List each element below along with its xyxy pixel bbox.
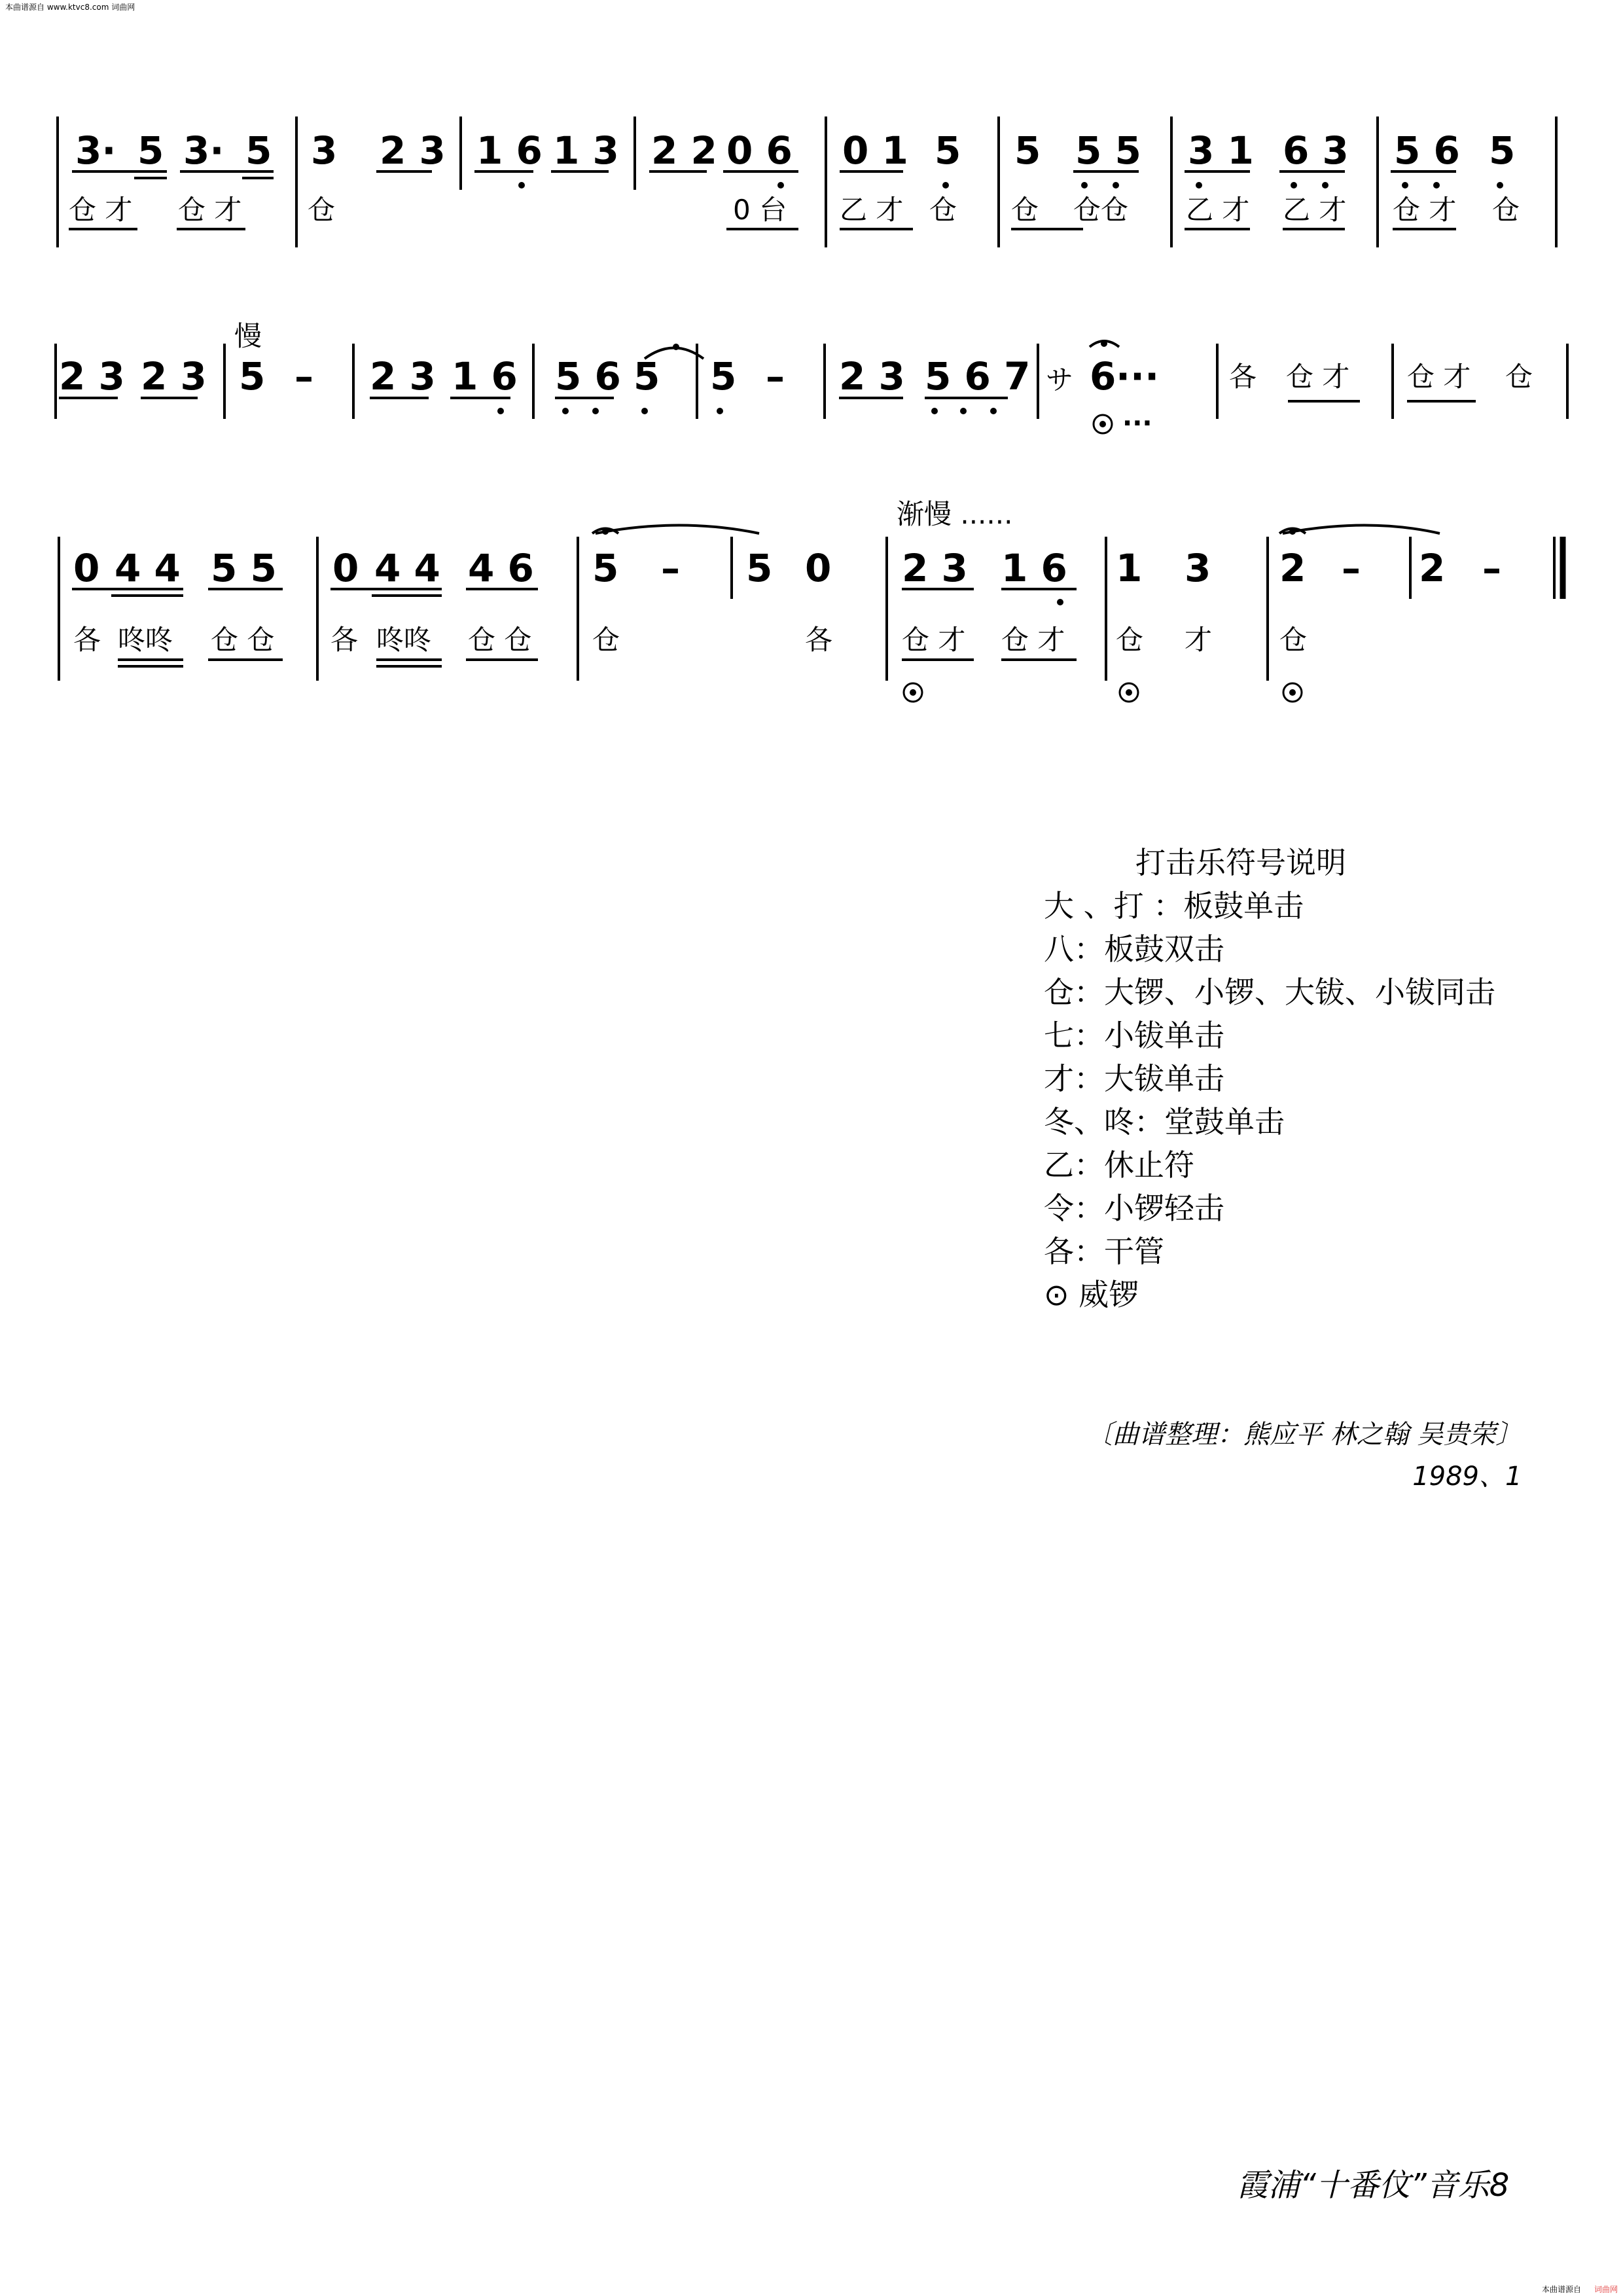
note: 5 5: [1075, 128, 1141, 173]
perc-text: 仓: [1279, 624, 1308, 656]
note: 1 6: [476, 128, 543, 173]
note: 2 3: [380, 128, 446, 173]
note: 4 4: [374, 546, 440, 590]
perc-text: 各: [73, 624, 101, 656]
source-header: 本曲谱源自 www.ktvc8.com 词曲网: [5, 3, 135, 12]
perc-text: 仓 才: [1286, 361, 1350, 393]
perc-text: 仓: [1011, 194, 1039, 226]
brand-site: 本曲谱源自: [1541, 2285, 1581, 2294]
perc-text: 乙 才: [1283, 194, 1347, 226]
perc-text: 仓 仓: [211, 624, 275, 656]
perc-text: 0 台: [733, 194, 787, 226]
note: 2 3: [141, 354, 207, 399]
row3-perc: [73, 624, 1307, 656]
weiluo-icon: [1094, 415, 1112, 433]
perc-text: 乙 才: [840, 194, 904, 226]
row3-notes: [73, 546, 1501, 590]
svg-text:···: ···: [1122, 408, 1152, 439]
row2-perc: [1229, 361, 1533, 393]
legend-item: 冬、咚：堂鼓单击: [1044, 1104, 1285, 1139]
perc-text: 各: [1229, 361, 1257, 393]
perc-text: 仓: [1492, 194, 1520, 226]
note: 5 6 7: [925, 354, 1031, 399]
legend-item: 七：小钹单击: [1044, 1018, 1224, 1053]
note: 0 6: [726, 128, 793, 173]
legend-item: ⊙ 威锣: [1044, 1277, 1139, 1312]
page-footer: 霞浦“十番伩”音乐8: [1237, 2167, 1510, 2204]
perc-text: 乙 才: [1186, 194, 1250, 226]
perc-text: 仓 才: [178, 194, 242, 226]
note: –: [1482, 546, 1501, 590]
arrangers: 〔曲谱整理：熊应平 林之翰 吴贵荣〕: [1086, 1420, 1522, 1450]
weiluo-icon: [904, 683, 1302, 702]
tempo-slow: 慢: [234, 320, 262, 352]
note: 0: [332, 546, 359, 590]
legend-item: 令：小锣轻击: [1044, 1191, 1224, 1226]
legend-item: 八：板鼓双击: [1044, 931, 1224, 967]
note: –: [661, 546, 680, 590]
note: 3: [311, 128, 338, 173]
note: 5: [935, 128, 961, 173]
note: 2: [1279, 546, 1306, 590]
tempo-gradual: 渐慢 ......: [897, 498, 1013, 530]
note: 5: [137, 128, 164, 173]
row1-notes: [75, 128, 1515, 173]
note: 5: [245, 128, 272, 173]
note: 5: [1014, 128, 1041, 173]
note: 1 6: [1001, 546, 1067, 590]
note: 5: [746, 546, 773, 590]
note: 5: [1489, 128, 1516, 173]
perc-text: 仓 才: [1407, 361, 1471, 393]
note: 5: [633, 354, 660, 399]
perc-text: 仓 才: [1001, 624, 1065, 656]
note: 2 3: [59, 354, 125, 399]
note: 3·: [183, 128, 224, 173]
note: 3: [1185, 546, 1211, 590]
note: 1 6: [452, 354, 518, 399]
note: 0 1: [842, 128, 908, 173]
perc-text: 才: [1185, 624, 1213, 656]
note: 0: [805, 546, 832, 590]
score: [0, 0, 1623, 720]
note: 2 3: [370, 354, 436, 399]
date: 1989、1: [1412, 1462, 1522, 1492]
brand-logo: 词曲网: [1594, 2285, 1618, 2294]
legend-item: 仓：大锣、小锣、大钹、小钹同击: [1044, 975, 1495, 1010]
credit-block: [1086, 1414, 1522, 1498]
note: –: [766, 354, 785, 399]
note: 2 3: [902, 546, 968, 590]
legend-item: 乙：休止符: [1044, 1147, 1194, 1183]
note: 1: [1116, 546, 1143, 590]
perc-text: 仓 仓: [468, 624, 532, 656]
note: 1 3: [553, 128, 619, 173]
note: 2 3: [839, 354, 905, 399]
perc-text: 仓: [592, 624, 620, 656]
perc-text: 仓: [308, 194, 336, 226]
note: –: [294, 354, 313, 399]
perc-text: 咚咚: [118, 624, 173, 656]
perc-text: 各: [330, 624, 359, 656]
perc-text: 仓 才: [1393, 194, 1457, 226]
note: 4 4: [115, 546, 181, 590]
note: 5 6: [555, 354, 621, 399]
perc-text: 仓: [929, 194, 957, 226]
note: 5: [239, 354, 266, 399]
perc-text: 仓: [1505, 361, 1533, 393]
legend-item: 才：大钹单击: [1044, 1061, 1224, 1096]
note: 0: [73, 546, 100, 590]
legend-item: 各：干管: [1044, 1234, 1164, 1269]
tempo-free: サ: [1046, 364, 1074, 396]
perc-text: 仓 才: [902, 624, 966, 656]
note: 6: [1090, 354, 1116, 399]
note: 5: [592, 546, 619, 590]
perc-text: 仓: [1116, 624, 1144, 656]
perc-text: 各: [805, 624, 833, 656]
note: ···: [1116, 354, 1160, 399]
note: 4 6: [468, 546, 534, 590]
note: 3 1: [1188, 128, 1254, 173]
note: 5 6: [1394, 128, 1460, 173]
legend-title: 打击乐符号说明: [1135, 845, 1346, 880]
note: 2 2: [651, 128, 717, 173]
legend-item: 大 、打 ：板鼓单击: [1044, 888, 1304, 924]
note: 6 3: [1283, 128, 1349, 173]
percussion-legend: [1044, 841, 1495, 1316]
note: 5 5: [211, 546, 277, 590]
perc-text: 仓仓: [1073, 194, 1129, 226]
row1-perc: [69, 194, 1520, 226]
note: 2: [1419, 546, 1446, 590]
perc-text: 咚咚: [376, 624, 432, 656]
note: 5: [710, 354, 737, 399]
perc-text: 仓 才: [69, 194, 133, 226]
brand-badge[interactable]: [1542, 2284, 1618, 2295]
note: –: [1342, 546, 1361, 590]
note: 3·: [75, 128, 116, 173]
